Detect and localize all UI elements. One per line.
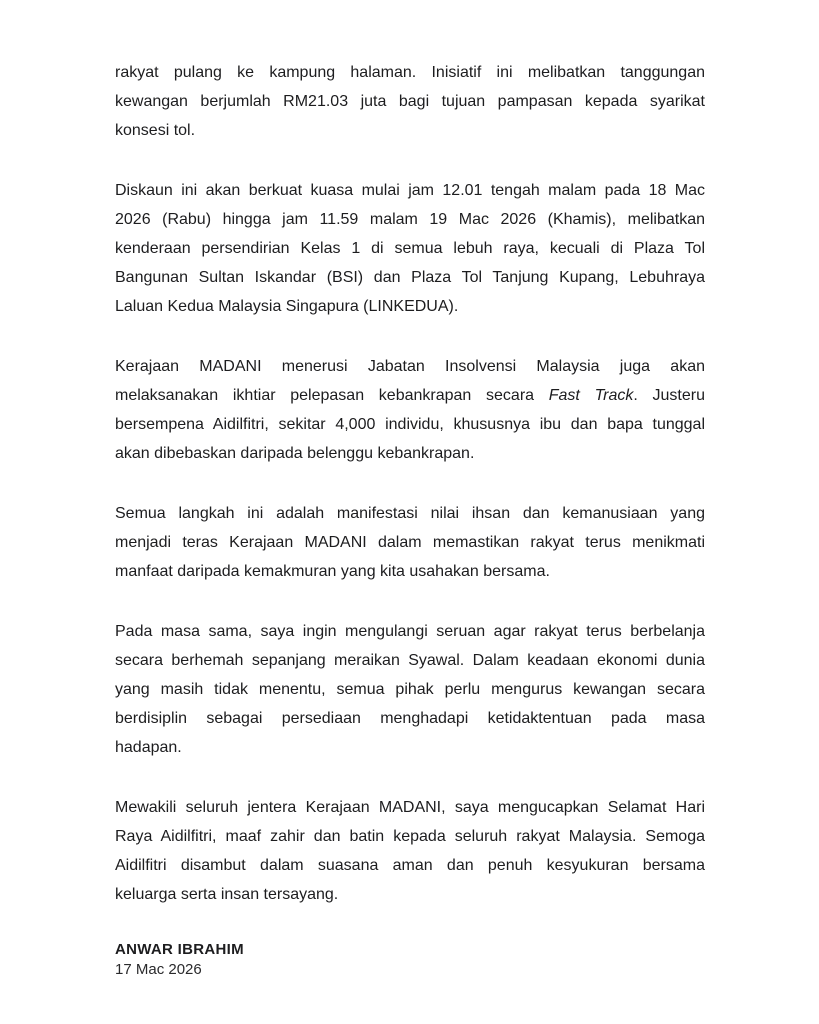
paragraph (115, 352, 705, 468)
text-line: kenderaan persendirian Kelas 1 di semua lebuh raya, kecuali di Plaza Tol (115, 240, 705, 257)
signatory-name: ANWAR IBRAHIM (115, 941, 244, 958)
paragraph (115, 617, 705, 762)
text-line: 2026 (Rabu) hingga jam 11.59 malam 19 Mac 2026 (Khamis), melibatkan (115, 211, 705, 228)
text-line: Diskaun ini akan berkuat kuasa mulai jam 12.01 tengah malam pada 18 Mac (115, 182, 705, 199)
text-segment: melaksanakan ikhtiar pelepasan kebankrapan secara (115, 387, 549, 404)
italic-text-segment: Fast Track (548, 387, 634, 404)
text-line: konsesi tol. (115, 122, 196, 139)
text-line: hadapan. (115, 739, 182, 756)
text-line: Pada masa sama, saya ingin mengulangi seruan agar rakyat terus berbelanja (115, 623, 705, 640)
text-segment: . Justeru (633, 387, 706, 404)
text-line: rakyat pulang ke kampung halaman. Inisiatif ini melibatkan tanggungan (115, 64, 705, 81)
paragraph (115, 176, 705, 321)
text-line: Semua langkah ini adalah manifestasi nilai ihsan dan kemanusiaan yang (115, 505, 705, 522)
statement-date: 17 Mac 2026 (115, 961, 202, 978)
text-line: menjadi teras Kerajaan MADANI dalam memastikan rakyat terus menikmati (115, 534, 705, 551)
text-line (115, 381, 705, 410)
text-line: Laluan Kedua Malaysia Singapura (LINKEDUA). (115, 298, 459, 315)
text-line: Bangunan Sultan Iskandar (BSI) dan Plaza Tol Tanjung Kupang, Lebuhraya (115, 269, 705, 286)
text-line: akan dibebaskan daripada belenggu kebankrapan. (115, 445, 475, 462)
text-line: Raya Aidilfitri, maaf zahir dan batin kepada seluruh rakyat Malaysia. Semoga (115, 828, 705, 845)
signature-block (115, 940, 705, 980)
text-line: Kerajaan MADANI menerusi Jabatan Insolvensi Malaysia juga akan (115, 358, 705, 375)
text-line: Aidilfitri disambut dalam suasana aman dan penuh kesyukuran bersama (115, 857, 705, 874)
text-line: bersempena Aidilfitri, sekitar 4,000 individu, khususnya ibu dan bapa tunggal (115, 416, 705, 433)
text-line: manfaat daripada kemakmuran yang kita usahakan bersama. (115, 563, 550, 580)
text-line: kewangan berjumlah RM21.03 juta bagi tujuan pampasan kepada syarikat (115, 93, 705, 110)
text-line: berdisiplin sebagai persediaan menghadapi ketidaktentuan pada masa (115, 710, 705, 727)
paragraph (115, 58, 705, 145)
paragraph (115, 499, 705, 586)
text-line: Mewakili seluruh jentera Kerajaan MADANI, saya mengucapkan Selamat Hari (115, 799, 705, 816)
text-line: keluarga serta insan tersayang. (115, 886, 339, 903)
text-line: secara berhemah sepanjang meraikan Syawal. Dalam keadaan ekonomi dunia (115, 652, 705, 669)
text-line: yang masih tidak menentu, semua pihak perlu mengurus kewangan secara (115, 681, 705, 698)
paragraph (115, 793, 705, 909)
